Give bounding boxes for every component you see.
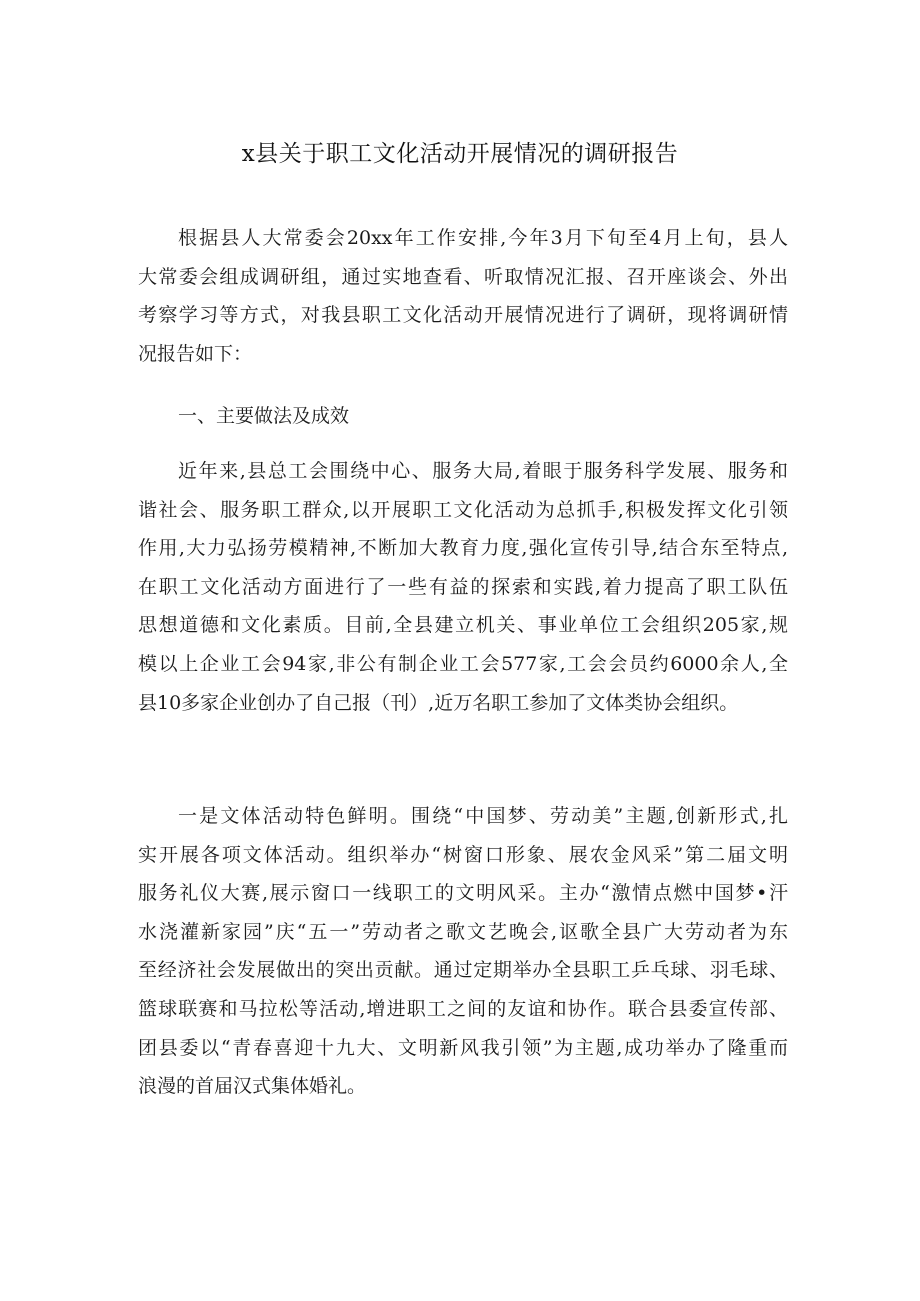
point-line: 篮球联赛和马拉松等活动,增进职工之间的友谊和协作。联合县委宣传部、 — [138, 997, 788, 1020]
point-line: 服务礼仪大赛,展示窗口一线职工的文明风采。主办“激情点燃中国梦•汗 — [138, 882, 788, 905]
point-line: 一是文体活动特色鲜明。围绕“中国梦、劳动美”主题,创新形式,扎 — [178, 805, 788, 827]
intro-paragraph — [138, 219, 788, 373]
point-line: 实开展各项文体活动。组织举办“树窗口形象、展农金风采”第二届文明 — [138, 843, 788, 866]
document-title: x县关于职工文化活动开展情况的调研报告 — [241, 141, 679, 167]
point-line: 团县委以“青春喜迎十九大、文明新风我引领”为主题,成功举办了隆重而 — [138, 1036, 788, 1059]
intro-line: 况报告如下： — [138, 342, 253, 365]
section-line: 思想道德和文化素质。目前,全县建立机关、事业单位工会组织205家,规 — [138, 614, 788, 637]
section-paragraph — [138, 452, 788, 722]
intro-line: 大常委会组成调研组，通过实地查看、听取情况汇报、召开座谈会、外出 — [138, 265, 788, 288]
section-line: 谐社会、服务职工群众,以开展职工文化活动为总抓手,积极发挥文化引领 — [138, 498, 788, 521]
intro-line: 根据县人大常委会20xx年工作安排,今年3月下旬至4月上旬，县人 — [178, 227, 788, 249]
point-line: 浪漫的首届汉式集体婚礼。 — [138, 1075, 367, 1098]
section-heading: 一、主要做法及成效 — [178, 405, 350, 427]
point-line: 水浇灌新家园”庆“五一”劳动者之歌文艺晚会,讴歌全县广大劳动者为东 — [138, 920, 788, 943]
intro-line: 考察学习等方式，对我县职工文化活动开展情况进行了调研，现将调研情 — [138, 304, 788, 327]
point-paragraph — [138, 797, 788, 1106]
section-line: 模以上企业工会94家,非公有制企业工会577家,工会会员约6000余人,全 — [138, 652, 788, 675]
section-line: 县10多家企业创办了自己报（刊）,近万名职工参加了文体类协会组织。 — [138, 691, 739, 714]
point-line: 至经济社会发展做出的突出贡献。通过定期举办全县职工乒乓球、羽毛球、 — [138, 959, 788, 982]
section-line: 在职工文化活动方面进行了一些有益的探索和实践,着力提高了职工队伍 — [138, 575, 788, 598]
section-line: 近年来,县总工会围绕中心、服务大局,着眼于服务科学发展、服务和 — [178, 460, 788, 482]
section-line: 作用,大力弘扬劳模精神,不断加大教育力度,强化宣传引导,结合东至特点, — [138, 537, 788, 560]
